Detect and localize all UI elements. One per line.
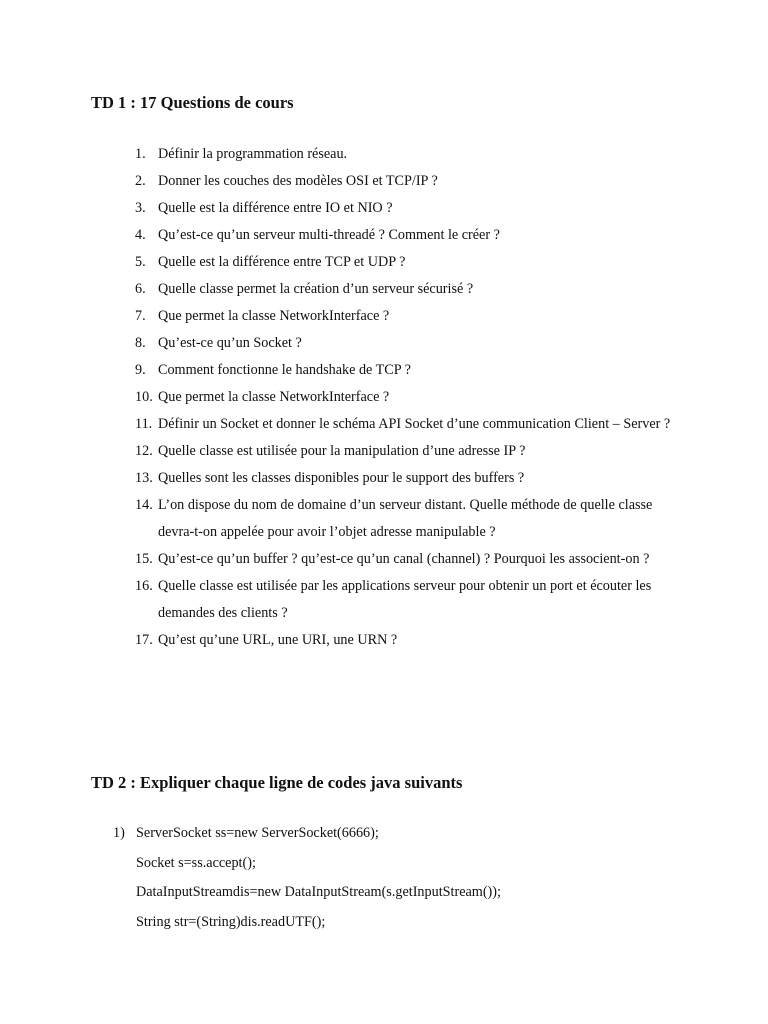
question-item [135,438,675,465]
question-item [135,276,675,303]
question-item [135,222,675,249]
question-item [135,168,675,195]
question-number: 12. [135,443,153,459]
question-text: Quelle classe est utilisée pour la manipulation d’une adresse IP ? [158,443,526,459]
question-number: 4. [135,227,146,243]
question-text: Donner les couches des modèles OSI et TCP/IP ? [158,173,438,189]
question-text: Quelle classe permet la création d’un serveur sécurisé ? [158,281,474,297]
code-line: Socket s=ss.accept(); [136,854,256,871]
question-number: 14. [135,497,153,513]
question-item [135,465,675,492]
question-number: 2. [135,173,146,189]
code-line: String str=(String)dis.readUTF(); [136,913,326,930]
question-text: Quelle classe est utilisée par les applications serveur pour obtenir un port et écouter les demandes des clients ? [158,578,652,621]
question-number: 9. [135,362,146,378]
question-item [135,249,675,276]
question-text: Que permet la classe NetworkInterface ? [158,308,390,324]
question-number: 1. [135,146,146,162]
question-text: Quelle est la différence entre IO et NIO ? [158,200,393,216]
question-text: Quelle est la différence entre TCP et UDP ? [158,254,406,270]
question-item [135,627,675,654]
question-text: Définir la programmation réseau. [158,146,348,162]
question-item [135,141,675,168]
question-item [135,546,675,573]
code-line: DataInputStreamdis=new DataInputStream(s.getInputStream()); [136,884,501,900]
question-text: Définir un Socket et donner le schéma API Socket d’une communication Client – Server ? [158,416,671,432]
question-number: 16. [135,578,153,594]
question-item [135,303,675,330]
question-text: Qu’est-ce qu’un Socket ? [158,335,302,351]
question-number: 5. [135,254,146,270]
question-number: 15. [135,551,153,567]
td1-question-list [135,141,675,654]
question-number: 11. [135,416,153,432]
code-item-number: 1) [113,825,125,841]
question-number: 6. [135,281,146,297]
question-number: 8. [135,335,146,351]
question-item [135,330,675,357]
question-text: L’on dispose du nom de domaine d’un serveur distant. Quelle méthode de quelle classe devra-t-on appelée pour avoir l’objet adresse manipulable ? [158,497,653,540]
question-item [135,384,675,411]
td2-title: TD 2 : Expliquer chaque ligne de codes java suivants [91,773,463,792]
question-number: 7. [135,308,146,324]
question-number: 17. [135,632,153,648]
code-lines [136,819,501,937]
question-text: Que permet la classe NetworkInterface ? [158,389,390,405]
question-item [135,411,675,438]
question-number: 13. [135,470,153,486]
question-text: Comment fonctionne le handshake de TCP ? [158,362,411,378]
code-line: ServerSocket ss=new ServerSocket(6666); [136,825,379,841]
question-text: Qu’est-ce qu’un serveur multi-threadé ? Comment le créer ? [158,227,500,243]
td2-code-item [113,819,501,937]
question-item [135,492,675,546]
question-text: Qu’est-ce qu’un buffer ? qu’est-ce qu’un canal (channel) ? Pourquoi les associent-on ? [158,551,650,567]
question-item [135,357,675,384]
question-text: Quelles sont les classes disponibles pour le support des buffers ? [158,470,525,486]
question-item [135,573,675,627]
question-text: Qu’est qu’une URL, une URI, une URN ? [158,632,398,648]
td1-title: TD 1 : 17 Questions de cours [91,93,294,112]
question-number: 10. [135,389,153,405]
question-number: 3. [135,200,146,216]
question-item [135,195,675,222]
